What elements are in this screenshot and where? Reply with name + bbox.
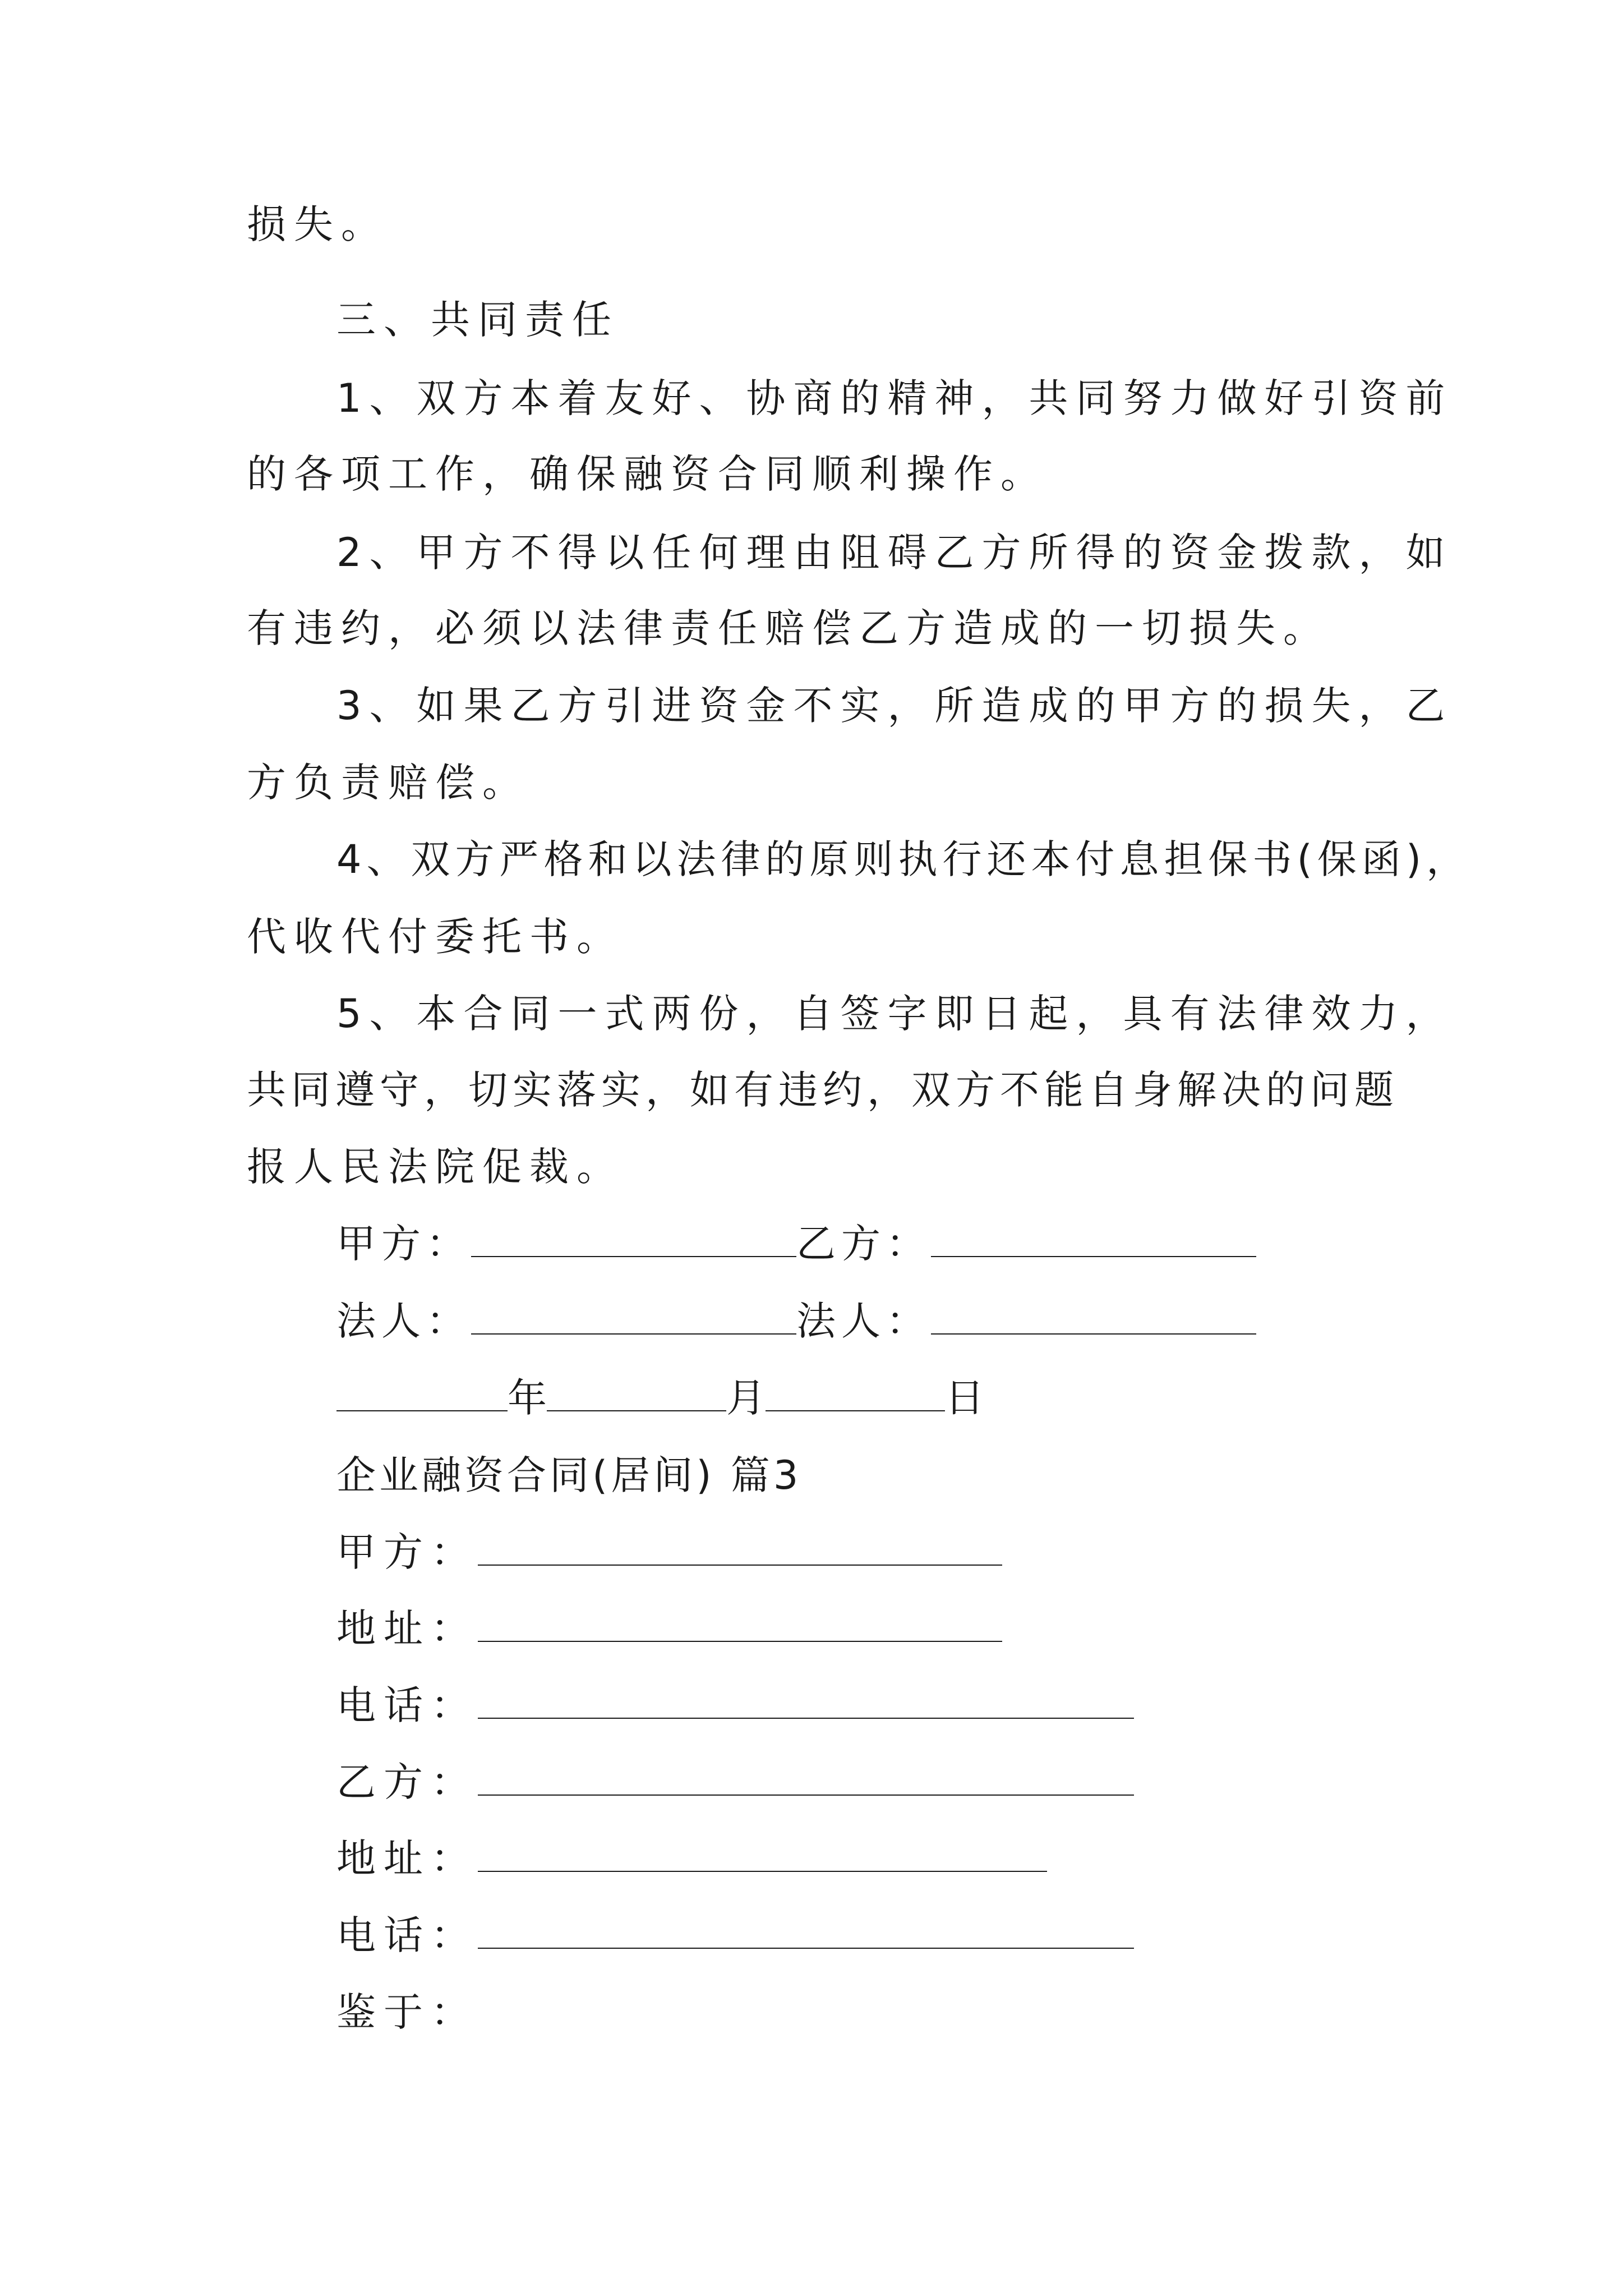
party-a-field-label: 甲方： <box>336 1529 478 1575</box>
rep-b-blank[interactable] <box>931 1300 1256 1335</box>
month-blank[interactable] <box>547 1377 726 1411</box>
paragraph-text: 损失。 <box>247 201 388 247</box>
phone-b-field-blank[interactable] <box>478 1914 1134 1949</box>
day-blank[interactable] <box>766 1377 945 1411</box>
field-phone-a-row <box>336 1680 1134 1731</box>
rep-a-blank[interactable] <box>471 1300 796 1335</box>
party-b-field-blank[interactable] <box>478 1761 1134 1796</box>
party-a-blank[interactable] <box>471 1222 796 1257</box>
paragraph-text: 5、本合同一式两份，自签字即日起，具有法律效力， <box>336 991 1453 1037</box>
party-b-field-label: 乙方： <box>336 1759 478 1805</box>
field-party-a-row <box>336 1527 1002 1577</box>
phone-a-field-blank[interactable] <box>478 1684 1134 1719</box>
paragraph-text: 2、甲方不得以任何理由阻碍乙方所得的资金拨款，如 <box>336 530 1453 576</box>
address-a-field-label: 地址： <box>336 1605 478 1651</box>
signature-parties-row <box>336 1218 1256 1269</box>
year-label: 年 <box>508 1375 547 1421</box>
field-address-b-row <box>336 1833 1047 1884</box>
rep-a-label: 法人： <box>336 1298 471 1344</box>
section-heading: 三、共同责任 <box>336 297 619 343</box>
party-b-blank[interactable] <box>931 1222 1256 1257</box>
signature-date-row <box>336 1373 984 1423</box>
section-title: 企业融资合同(居间) 篇3 <box>336 1452 802 1498</box>
paragraph-text: 3、如果乙方引进资金不实，所造成的甲方的损失，乙 <box>336 683 1453 729</box>
month-label: 月 <box>726 1375 766 1421</box>
paragraph-text: 报人民法院促裁。 <box>247 1144 624 1190</box>
field-party-b-row <box>336 1757 1134 1807</box>
address-b-field-label: 地址： <box>336 1835 478 1881</box>
paragraph-text: 4、双方严格和以法律的原则执行还本付息担保书(保函)， <box>336 836 1471 882</box>
paragraph-text: 有违约，必须以法律责任赔偿乙方造成的一切损失。 <box>247 605 1330 651</box>
field-address-a-row <box>336 1603 1002 1654</box>
signature-representatives-row <box>336 1296 1256 1346</box>
phone-b-field-label: 电话： <box>336 1912 478 1958</box>
day-label: 日 <box>945 1375 984 1421</box>
year-blank[interactable] <box>336 1377 508 1411</box>
paragraph-text: 共同遵守，切实落实，如有违约，双方不能自身解决的问题 <box>247 1067 1399 1113</box>
party-a-label: 甲方： <box>336 1221 471 1267</box>
rep-b-label: 法人： <box>796 1298 931 1344</box>
address-b-field-blank[interactable] <box>478 1837 1047 1872</box>
party-b-label: 乙方： <box>796 1221 931 1267</box>
whereas-label: 鉴于： <box>336 1989 478 2035</box>
address-a-field-blank[interactable] <box>478 1607 1002 1642</box>
paragraph-text: 代收代付委托书。 <box>247 914 624 960</box>
party-a-field-blank[interactable] <box>478 1531 1002 1566</box>
paragraph-text: 的各项工作，确保融资合同顺利操作。 <box>247 451 1048 497</box>
field-phone-b-row <box>336 1910 1134 1961</box>
paragraph-text: 1、双方本着友好、协商的精神，共同努力做好引资前 <box>336 375 1453 421</box>
paragraph-text: 方负责赔偿。 <box>247 760 529 806</box>
phone-a-field-label: 电话： <box>336 1682 478 1728</box>
